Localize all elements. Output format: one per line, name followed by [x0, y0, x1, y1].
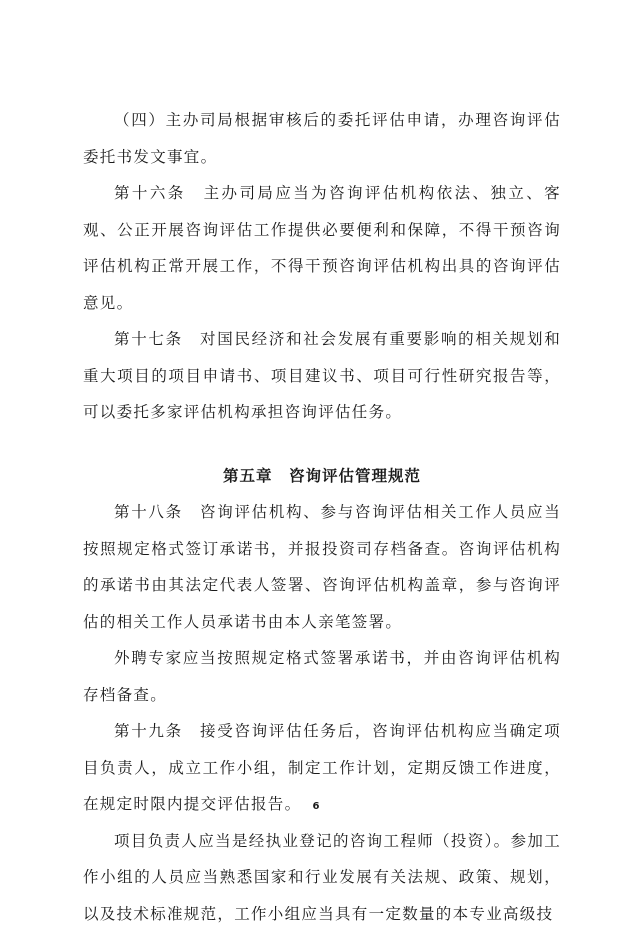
paragraph-project-lead: 项目负责人应当是经执业登记的咨询工程师（投资）。参加工作小组的人员应当熟悉国家和行业发展有关法规、政策、规划，以及技术标准规范，工作小组应当具有一定数量的本专业高级技: [83, 823, 561, 932]
chapter-heading: 第五章 咨询评估管理规范: [83, 458, 561, 495]
section-spacer: [83, 431, 561, 458]
paragraph-article-16: 第十六条 主办司局应当为咨询评估机构依法、独立、客观、公正开展咨询评估工作提供必要便利和保障，不得干预咨询评估机构正常开展工作，不得干预咨询评估机构出具的咨询评估意见。: [83, 175, 561, 321]
paragraph-clause-4: （四）主办司局根据审核后的委托评估申请，办理咨询评估委托书发文事宜。: [83, 102, 561, 175]
paragraph-article-17: 第十七条 对国民经济和社会发展有重要影响的相关规划和重大项目的项目申请书、项目建议书、项目可行性研究报告等，可以委托多家评估机构承担咨询评估任务。: [83, 321, 561, 431]
page-number: 6: [0, 801, 632, 812]
paragraph-article-19: 第十九条 接受咨询评估任务后，咨询评估机构应当确定项目负责人，成立工作小组，制定工作计划，定期反馈工作进度，在规定时限内提交评估报告。: [83, 713, 561, 823]
paragraph-external-experts: 外聘专家应当按照规定格式签署承诺书，并由咨询评估机构存档备查。: [83, 640, 561, 713]
paragraph-article-18: 第十八条 咨询评估机构、参与咨询评估相关工作人员应当按照规定格式签订承诺书，并报投资司存档备查。咨询评估机构的承诺书由其法定代表人签署、咨询评估机构盖章，参与咨询评估的相关工作人员承诺书由本人亲笔签署。: [83, 494, 561, 640]
